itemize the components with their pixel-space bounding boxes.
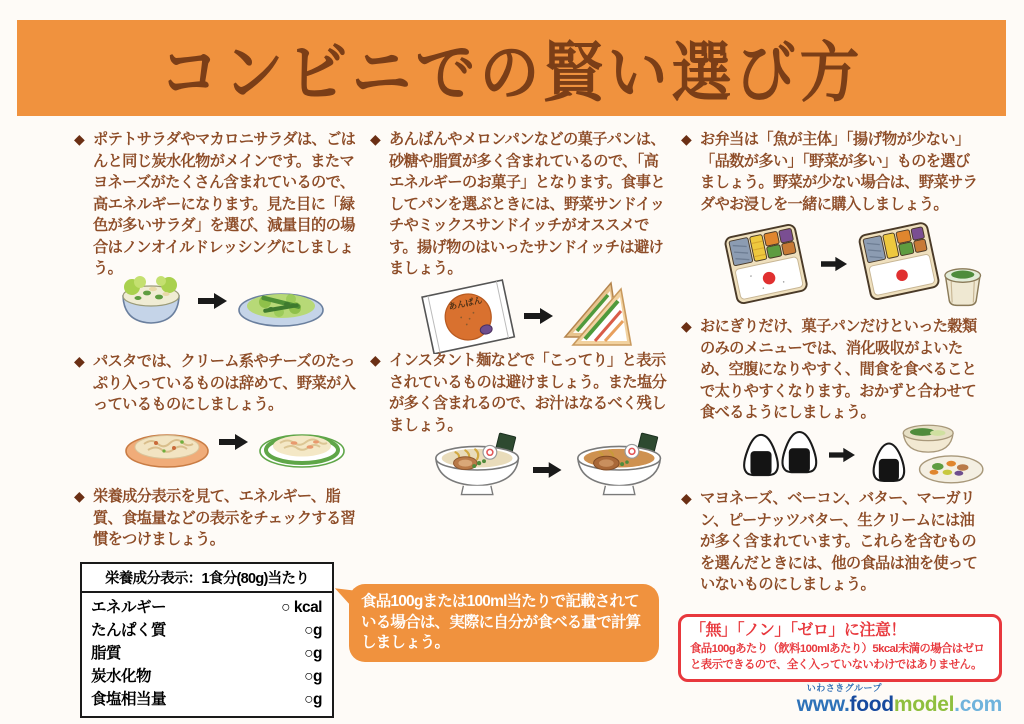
tip-text: マヨネーズ、ベーコン、バター、マーガリン、ピーナッツバター、生クリームには油が多く含まれています。これらを含むものを選んだときには、他の食品は油を使っていないものにしましょう。 xyxy=(700,490,978,593)
warning-title: 「無」「ノン」「ゼロ」に注意！ xyxy=(690,622,906,639)
url-com-part: .com xyxy=(954,693,1002,716)
tip-instant-noodles xyxy=(370,350,670,436)
tip-text: インスタント麺などで「こってり」と表示されているものは避けましょう。また塩分が多く含まれるので、お汁はなるべく残しましょう。 xyxy=(389,352,667,434)
company-group-label: いわさきグループ xyxy=(806,683,882,693)
arrow-icon xyxy=(821,255,848,273)
url-www-part: www. xyxy=(796,693,850,716)
zero-calorie-warning-box xyxy=(678,614,1002,682)
speech-bubble-text: 食品100gまたは100ml当たりで記載されている場合は、実際に自分が食べる量で計算しましょう。 xyxy=(361,593,641,651)
tip-onigiri-only xyxy=(681,316,983,424)
sandwich-icon xyxy=(561,281,639,351)
nutrition-row xyxy=(82,665,332,688)
nutrition-table-title: 栄養成分表示：1食分(80g)当たり xyxy=(82,564,332,593)
nutrition-row xyxy=(82,619,332,642)
bento-with-side-dish-icon xyxy=(855,218,984,310)
url-food-part: food xyxy=(849,693,894,716)
tip-text: あんぱんやメロンパンなどの菓子パンは、砂糖や脂質が多く含まれているので、「高エネルギーのお菓子」となります。食事としてパンを選ぶときには、野菜サンドイッチやミックスサンドイッチがオススメです。揚げ物のはいったサンドイッチは避けましょう。 xyxy=(389,131,666,277)
nutrient-label: 脂質 xyxy=(91,645,122,662)
nutrient-value: ○g xyxy=(304,622,322,639)
veggie-pasta-plate-icon xyxy=(256,413,348,471)
page-title: コンビニでの賢い選び方 xyxy=(159,36,864,110)
anpan-label-text: あんぱん xyxy=(447,294,483,312)
diamond-bullet-icon: ◆ xyxy=(74,131,85,147)
nutrition-row xyxy=(82,596,332,619)
anpan-package-icon xyxy=(419,278,517,354)
arrow-icon xyxy=(524,307,554,325)
nutrition-row xyxy=(82,688,332,711)
warning-body: 食品100gあたり（飲料100mlあたり）5kcal未満の場合はゼロと表示できるので、全く入っていないわけではありません。 xyxy=(690,643,985,671)
tip-fatty-foods xyxy=(681,488,983,596)
green-salad-plate-icon xyxy=(235,272,327,330)
nutrient-label: 食塩相当量 xyxy=(91,691,167,708)
diamond-bullet-icon: ◆ xyxy=(74,488,85,504)
nutrition-table xyxy=(80,562,334,718)
pasta-comparison-illustration xyxy=(110,413,360,471)
nutrient-label: エネルギー xyxy=(91,599,167,616)
onigiri-comparison-illustration xyxy=(738,420,984,490)
arrow-icon xyxy=(829,446,856,464)
kotteri-ramen-bowl-icon xyxy=(570,432,668,508)
tip-text: 栄養成分表示を見て、エネルギー、脂質、食塩量などの表示をチェックする習慣をつけましょう。 xyxy=(93,488,356,548)
website-url xyxy=(797,693,1002,716)
tip-text: パスタでは、クリーム系やチーズのたっぷり入っているものは辞めて、野菜が入っているものにしましょう。 xyxy=(93,353,356,413)
tip-pasta xyxy=(74,351,366,416)
tip-text: お弁当は「魚が主体」「揚げ物が少ない」「品数が多い」「野菜が多い」ものを選びましょう。野菜が少ない場合は、野菜サラダやお浸しを一緒に購入しましょう。 xyxy=(700,131,978,213)
header-banner xyxy=(17,20,1006,116)
arrow-icon xyxy=(198,292,228,310)
tip-sweet-bread xyxy=(370,129,670,280)
onigiri-with-sides-icon xyxy=(863,420,984,490)
footer-logo xyxy=(660,684,1002,715)
tip-bento xyxy=(681,129,983,215)
arrow-icon xyxy=(533,461,562,479)
nutrient-label: 炭水化物 xyxy=(91,668,152,685)
diamond-bullet-icon: ◆ xyxy=(681,131,692,147)
url-model-part: model xyxy=(893,693,955,716)
nutrient-value: ○g xyxy=(304,691,322,708)
ramen-comparison-illustration xyxy=(428,432,668,508)
nutrient-value: ○g xyxy=(304,668,322,685)
arrow-icon xyxy=(219,433,249,451)
diamond-bullet-icon: ◆ xyxy=(681,490,692,506)
nutrition-row xyxy=(82,642,332,665)
diamond-bullet-icon: ◆ xyxy=(370,352,381,368)
nutrient-value: ○g xyxy=(304,645,322,662)
tip-potato-salad xyxy=(74,129,366,280)
bento-comparison-illustration xyxy=(718,218,984,310)
tip-nutrition-label xyxy=(74,486,366,551)
nutrient-label: たんぱく質 xyxy=(91,622,167,639)
bread-comparison-illustration xyxy=(398,278,660,354)
diamond-bullet-icon: ◆ xyxy=(370,131,381,147)
diamond-bullet-icon: ◆ xyxy=(74,353,85,369)
tip-text: おにぎりだけ、菓子パンだけといった穀類のみのメニューでは、消化吸収がよいため、空腹になりやすく、間食を食べることで太りやすくなります。おかずと合わせて食べるようにしましょう。 xyxy=(700,318,977,421)
calculation-speech-bubble xyxy=(349,584,659,662)
diamond-bullet-icon: ◆ xyxy=(681,318,692,334)
cream-pasta-plate-icon xyxy=(122,414,212,470)
ramen-bowl-icon xyxy=(428,432,526,508)
nutrient-value: ○ kcal xyxy=(281,599,322,616)
bento-box-icon xyxy=(718,218,814,310)
two-onigiri-icon xyxy=(738,427,822,483)
tip-text: ポテトサラダやマカロニサラダは、ごはんと同じ炭水化物がメインです。またマヨネーズがたくさん含まれているので、高エネルギーになります。見た目に「緑色が多いサラダ」を選び、減量目的の場合はノンオイルドレッシングにしましょう。 xyxy=(93,131,356,277)
potato-salad-bowl-icon xyxy=(111,268,191,334)
salad-comparison-illustration xyxy=(88,268,350,334)
